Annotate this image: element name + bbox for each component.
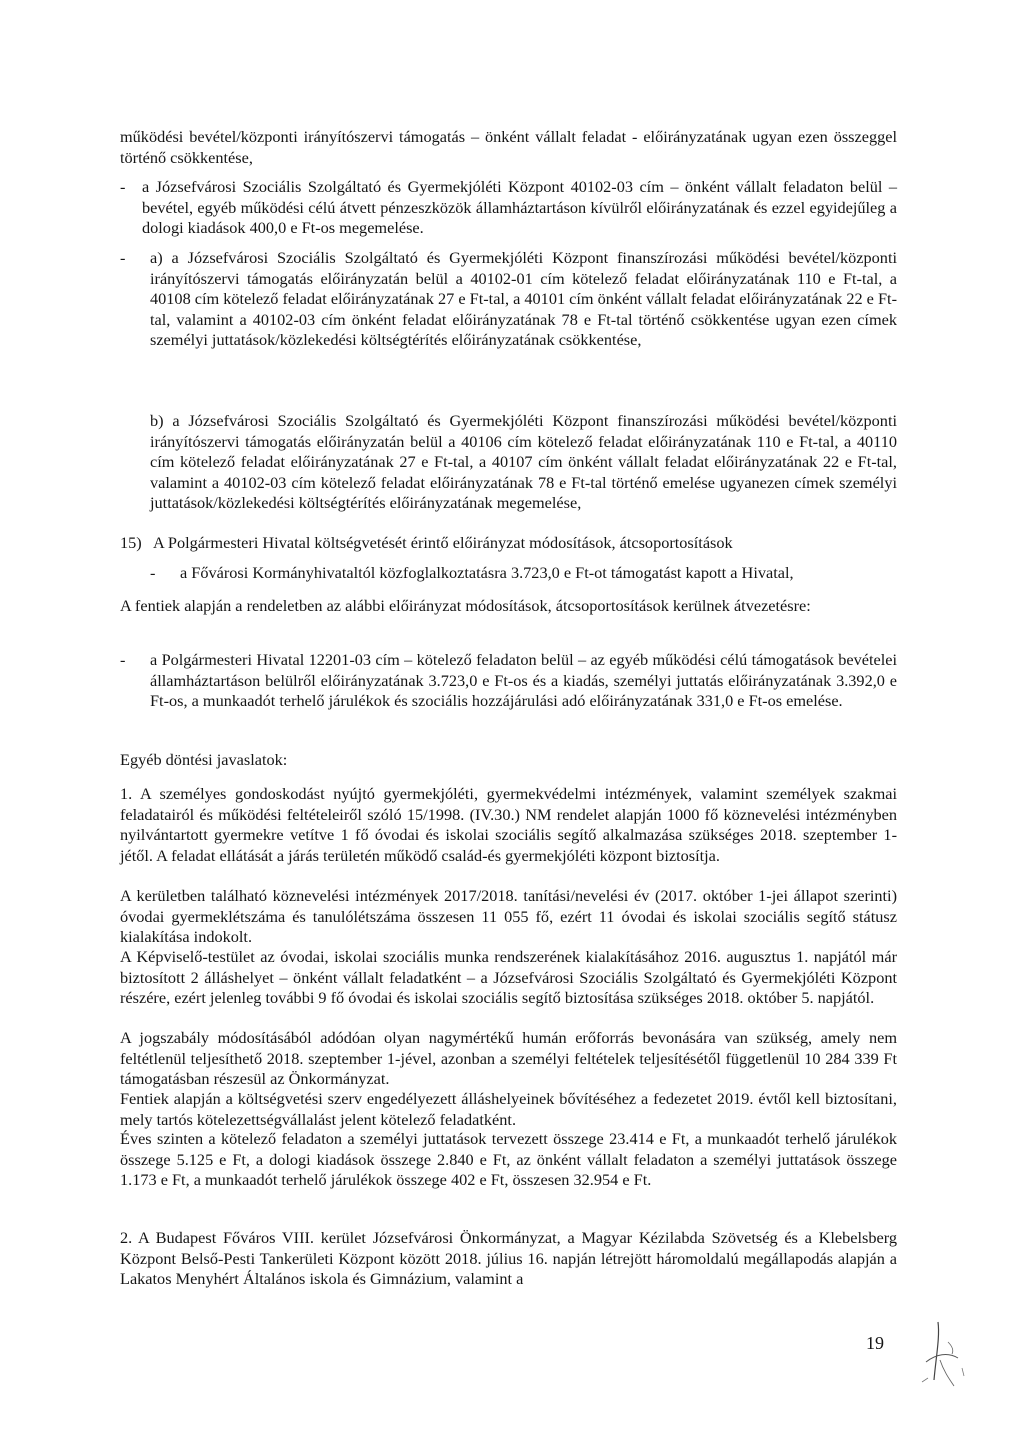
paragraph-kerulet: A kerületben található köznevelési intézmények 2017/2018. tanítási/nevelési év (2017. október 1-jei állapot szerinti) óvodai gyermeklétszáma és tanulólétszáma összesen 11 055 fő, ezért 11 óvodai és iskolai szociális segítő státusz kialakítása indokolt. xyxy=(120,886,897,946)
paragraph-jogszabaly: A jogszabály módosításából adódóan olyan nagymértékű humán erőforrás bevonására van szükség, amely nem feltétlenül teljesíthető 2018. szeptember 1-jével, azonban a személyi feltételek teljesítésétől függetlenül 10 284 339 Ft támogatásban részesül az Önkormányzat. xyxy=(120,1028,897,1088)
bullet-dash: - xyxy=(120,650,126,669)
bullet-dash: - xyxy=(120,177,126,196)
bullet-item-szocialis-bevetel xyxy=(120,177,897,239)
bullet-item-a xyxy=(120,248,897,351)
section-number: 15) xyxy=(120,533,142,552)
bullet-dash: - xyxy=(150,563,156,582)
bullet-text: a Józsefvárosi Szociális Szolgáltató és Gyermekjóléti Központ 40102-03 cím – önként vállalt feladaton belül – bevétel, egyéb működési célú átvett pénzeszközök államháztartáson kívülről előirányzatának és ezzel egyidejűleg a dologi kiadások 400,0 e Ft-os megemelése. xyxy=(142,177,897,237)
bullet-item-polgarmesteri xyxy=(120,650,897,712)
bullet-text: a Polgármesteri Hivatal 12201-03 cím – kötelező feladaton belül – az egyéb működési célú támogatások bevételei államháztartáson belülről előirányzatának 3.723,0 e Ft-os és a kiadás, személyi juttatás előirányzatának 3.392,0 e Ft-os, a munkaadót terhelő járulékok és szociális hozzájárulási adó előirányzatának 331,0 e Ft-os emelése. xyxy=(150,650,897,710)
paragraph-fentiek-alapjan: Fentiek alapján a költségvetési szerv engedélyezett álláshelyeinek bővítéséhez a fedezetet 2019. évtől kell biztosítani, mely tartós kötelezettségvállalást jelent kötelező feladatként. xyxy=(120,1089,897,1129)
paragraph-b: b) a Józsefvárosi Szociális Szolgáltató és Gyermekjóléti Központ finanszírozási működési bevétel/központi irányítószervi támogatás előirányzatán belül a 40106 cím kötelező feladat előirányzatának 110 e Ft-tal, a 40110 cím kötelező feladat előirányzatának 27 e Ft-tal, a 40107 cím önként vállalt feladat előirányzatának 22 e Ft-tal, valamint a 40102-03 cím kötelező feladat előirányzatának 78 e Ft-tal történő emelése ugyanezen címek személyi juttatások/közlekedési költségtérítés előirányzatának megemelése, xyxy=(150,411,897,512)
bullet-dash: - xyxy=(120,248,126,267)
signature-scribble xyxy=(918,1302,978,1392)
paragraph-kepviselo-testulet: A Képviselő-testület az óvodai, iskolai szociális munka rendszerének kialakításához 2016. augusztus 1. napjától már biztosított 2 álláshelyet – önként vállalt feladatként – a Józsefvárosi Szociális Szolgáltató és Gyermekjóléti Központ részére, ezért jelenleg további 9 fő óvodai és iskolai szociális segítő biztosítása szükséges 2018. október 5. napjától. xyxy=(120,947,897,1007)
page-number: 19 xyxy=(866,1333,884,1353)
bullet-item-fovarosi xyxy=(150,563,897,584)
paragraph-egyeb-heading: Egyéb döntési javaslatok: xyxy=(120,750,288,769)
bullet-text: a) a Józsefvárosi Szociális Szolgáltató és Gyermekjóléti Központ finanszírozási működési bevétel/központi irányítószervi támogatás előirányzatán belül a 40102-01 cím kötelező feladat előirányzatának 110 e Ft-tal, a 40108 cím kötelező feladat előirányzatának 27 e Ft-tal, a 40101 cím önként vállalt feladat előirányzatának 22 e Ft-tal, valamint a 40102-03 cím önként feladat előirányzatának 78 e Ft-tal történő csökkentése ugyan ezen címek személyi juttatások/közlekedési költségtérítés előirányzatának csökkentése, xyxy=(150,248,897,349)
paragraph-item-2: 2. A Budapest Főváros VIII. kerület Józsefvárosi Önkormányzat, a Magyar Kézilabda Szövetség és a Klebelsberg Központ Belső-Pesti Tankerületi Központ között 2018. július 16. napján létrejött háromoldalú megállapodás alapján a Lakatos Menyhért Általános iskola és Gimnázium, valamint a xyxy=(120,1228,897,1288)
bullet-text: a Fővárosi Kormányhivataltól közfoglalkoztatásra 3.723,0 e Ft-ot támogatást kapott a Hivatal, xyxy=(180,563,794,582)
paragraph-eves-szinten: Éves szinten a kötelező feladaton a személyi juttatások tervezett összege 23.414 e Ft, a munkaadót terhelő járulékok összege 5.125 e Ft, a dologi kiadások összege 2.840 e Ft, az önként vállalt feladaton a személyi juttatások összege 1.173 e Ft, a munkaadót terhelő járulékok összege 402 e Ft, összesen 32.954 e Ft. xyxy=(120,1129,897,1189)
paragraph-fentiek: A fentiek alapján a rendeletben az alábbi előirányzat módosítások, átcsoportosítások kerülnek átvezetésre: xyxy=(120,596,811,615)
section-title: A Polgármesteri Hivatal költségvetését érintő előirányzat módosítások, átcsoportosítások xyxy=(153,533,733,552)
paragraph-intro: működési bevétel/központi irányítószervi támogatás – önként vállalt feladat - előirányzatának ugyan ezen összeggel történő csökkentése, xyxy=(120,127,897,167)
section-15-heading xyxy=(120,533,897,554)
paragraph-item-1: 1. A személyes gondoskodást nyújtó gyermekjóléti, gyermekvédelmi intézmények, valamint személyek szakmai feladatairól és működési feltételeiről szóló 15/1998. (IV.30.) NM rendelet alapján 1000 fő köznevelési intézményben nyilvántartott gyermekre vetítve 1 fő óvodai és iskolai szociális segítő alkalmazása szükséges 2018. szeptember 1-jétől. A feladat ellátását a járás területén működő család-és gyermekjóléti központ biztosítja. xyxy=(120,784,897,865)
